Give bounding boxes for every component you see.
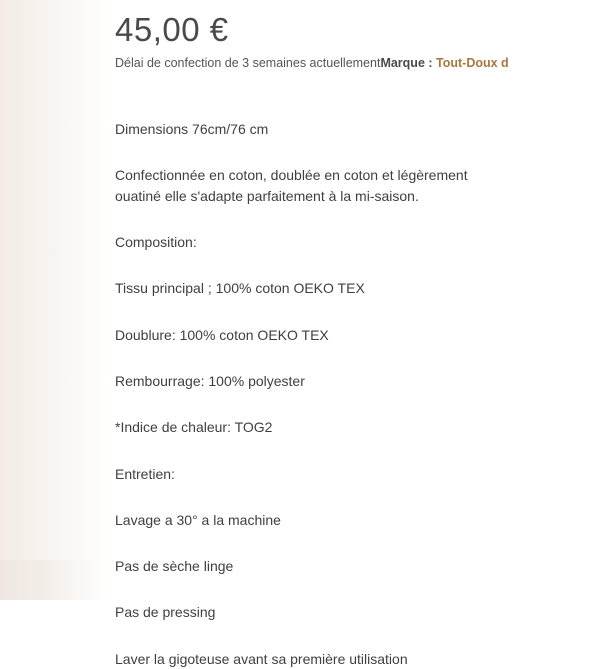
description-paragraph: Lavage a 30° a la machine xyxy=(115,511,281,528)
description-paragraph: Laver la gigoteuse avant sa première utilisation xyxy=(115,650,408,667)
product-meta-line xyxy=(115,55,600,71)
description-paragraph: Entretien: xyxy=(115,465,175,482)
description-paragraph: Pas de pressing xyxy=(115,604,216,621)
product-content xyxy=(115,0,600,667)
description-paragraph: *Indice de chaleur: TOG2 xyxy=(115,419,273,436)
description-paragraph: Rembourrage: 100% polyester xyxy=(115,372,305,389)
decorative-left-gradient-bottom xyxy=(0,560,108,600)
description-paragraph: Tissu principal ; 100% coton OEKO TEX xyxy=(115,280,365,297)
description-paragraph: Dimensions 76cm/76 cm xyxy=(115,121,269,138)
description-paragraph: Doublure: 100% coton OEKO TEX xyxy=(115,326,329,343)
brand-value[interactable]: Tout-Doux d xyxy=(436,55,509,70)
brand-label: Marque : xyxy=(380,55,433,70)
description-paragraph: Confectionnée en coton, doublée en coton et légèrement ouatiné elle s'adapte parfaitement à la mi-saison. xyxy=(115,167,468,204)
description-paragraph: Composition: xyxy=(115,234,197,251)
description-paragraph: Pas de sèche linge xyxy=(115,558,234,575)
confection-delay-note: Délai de confection de 3 semaines actuellement xyxy=(115,55,381,70)
decorative-left-gradient xyxy=(0,0,108,600)
product-description xyxy=(115,119,600,669)
product-price: 45,00 € xyxy=(115,11,229,48)
